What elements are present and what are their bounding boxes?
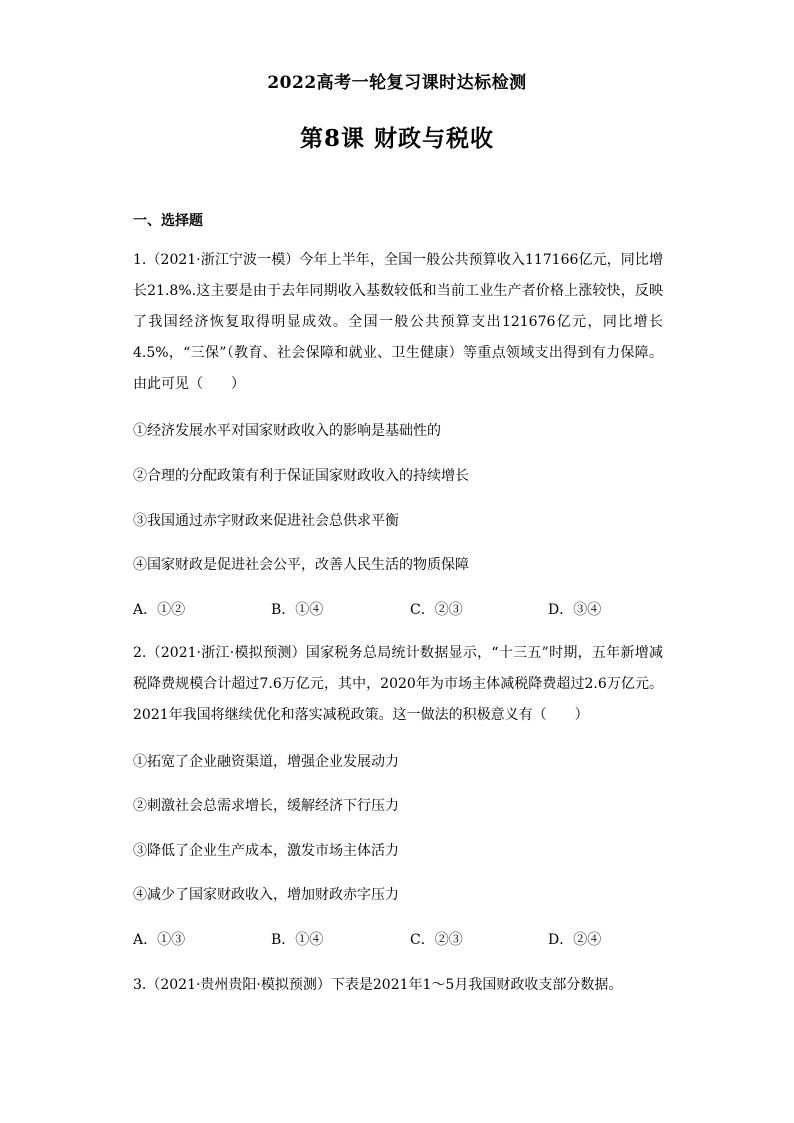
- question-2-stem: 2.（2021·浙江·模拟预测）国家税务总局统计数据显示，“十三五”时期，五年新增减税降费规模合计超过7.6万亿元，其中，2020年为市场主体减税降费超过2.6万亿元。2021年我国将继续优化和落实减税政策。这一做法的积极意义有（ ）: [133, 645, 663, 723]
- question-1-option-b[interactable]: B．①④: [271, 602, 324, 618]
- question-2-option-b[interactable]: B．①④: [271, 932, 324, 948]
- question-1-statement-3: ③我国通过赤字财政来促进社会总供求平衡: [133, 513, 399, 529]
- lesson-title: 第8课 财政与税收: [299, 125, 494, 152]
- question-2-statement-3: ③降低了企业生产成本，激发市场主体活力: [133, 843, 399, 859]
- question-2-option-c[interactable]: C．②③: [410, 932, 463, 948]
- question-1-statement-4: ④国家财政是促进社会公平，改善人民生活的物质保障: [133, 557, 469, 573]
- question-1-option-d[interactable]: D．③④: [548, 602, 602, 618]
- question-2-statement-1: ①拓宽了企业融资渠道，增强企业发展动力: [133, 754, 399, 770]
- question-2-statement-2: ②刺激社会总需求增长，缓解经济下行压力: [133, 798, 399, 814]
- document-title: 2022高考一轮复习课时达标检测: [267, 73, 527, 93]
- question-1-statement-1: ①经济发展水平对国家财政收入的影响是基础性的: [133, 423, 441, 439]
- question-1-option-c[interactable]: C．②③: [410, 602, 463, 618]
- question-1-option-a[interactable]: A．①②: [133, 602, 186, 618]
- question-1-stem: 1.（2021·浙江宁波一模）今年上半年，全国一般公共预算收入117166亿元，同比增长21.8%.这主要是由于去年同期收入基数较低和当前工业生产者价格上涨较快，反映了我国经济恢复取得明显成效。全国一般公共预算支出121676亿元，同比增长4.5%，“三保”（教育、社会保障和就业、卫生健康）等重点领域支出得到有力保障。由此可见（ ）: [133, 252, 663, 392]
- question-2-statement-4: ④减少了国家财政收入，增加财政赤字压力: [133, 887, 399, 903]
- question-3-stem: 3.（2021·贵州贵阳·模拟预测）下表是2021年1～5月我国财政收支部分数据。: [133, 977, 623, 993]
- question-2-option-d[interactable]: D．②④: [548, 932, 602, 948]
- question-1-statement-2: ②合理的分配政策有利于保证国家财政收入的持续增长: [133, 468, 469, 484]
- section-heading: 一、选择题: [133, 213, 203, 229]
- question-2-option-a[interactable]: A．①③: [133, 932, 186, 948]
